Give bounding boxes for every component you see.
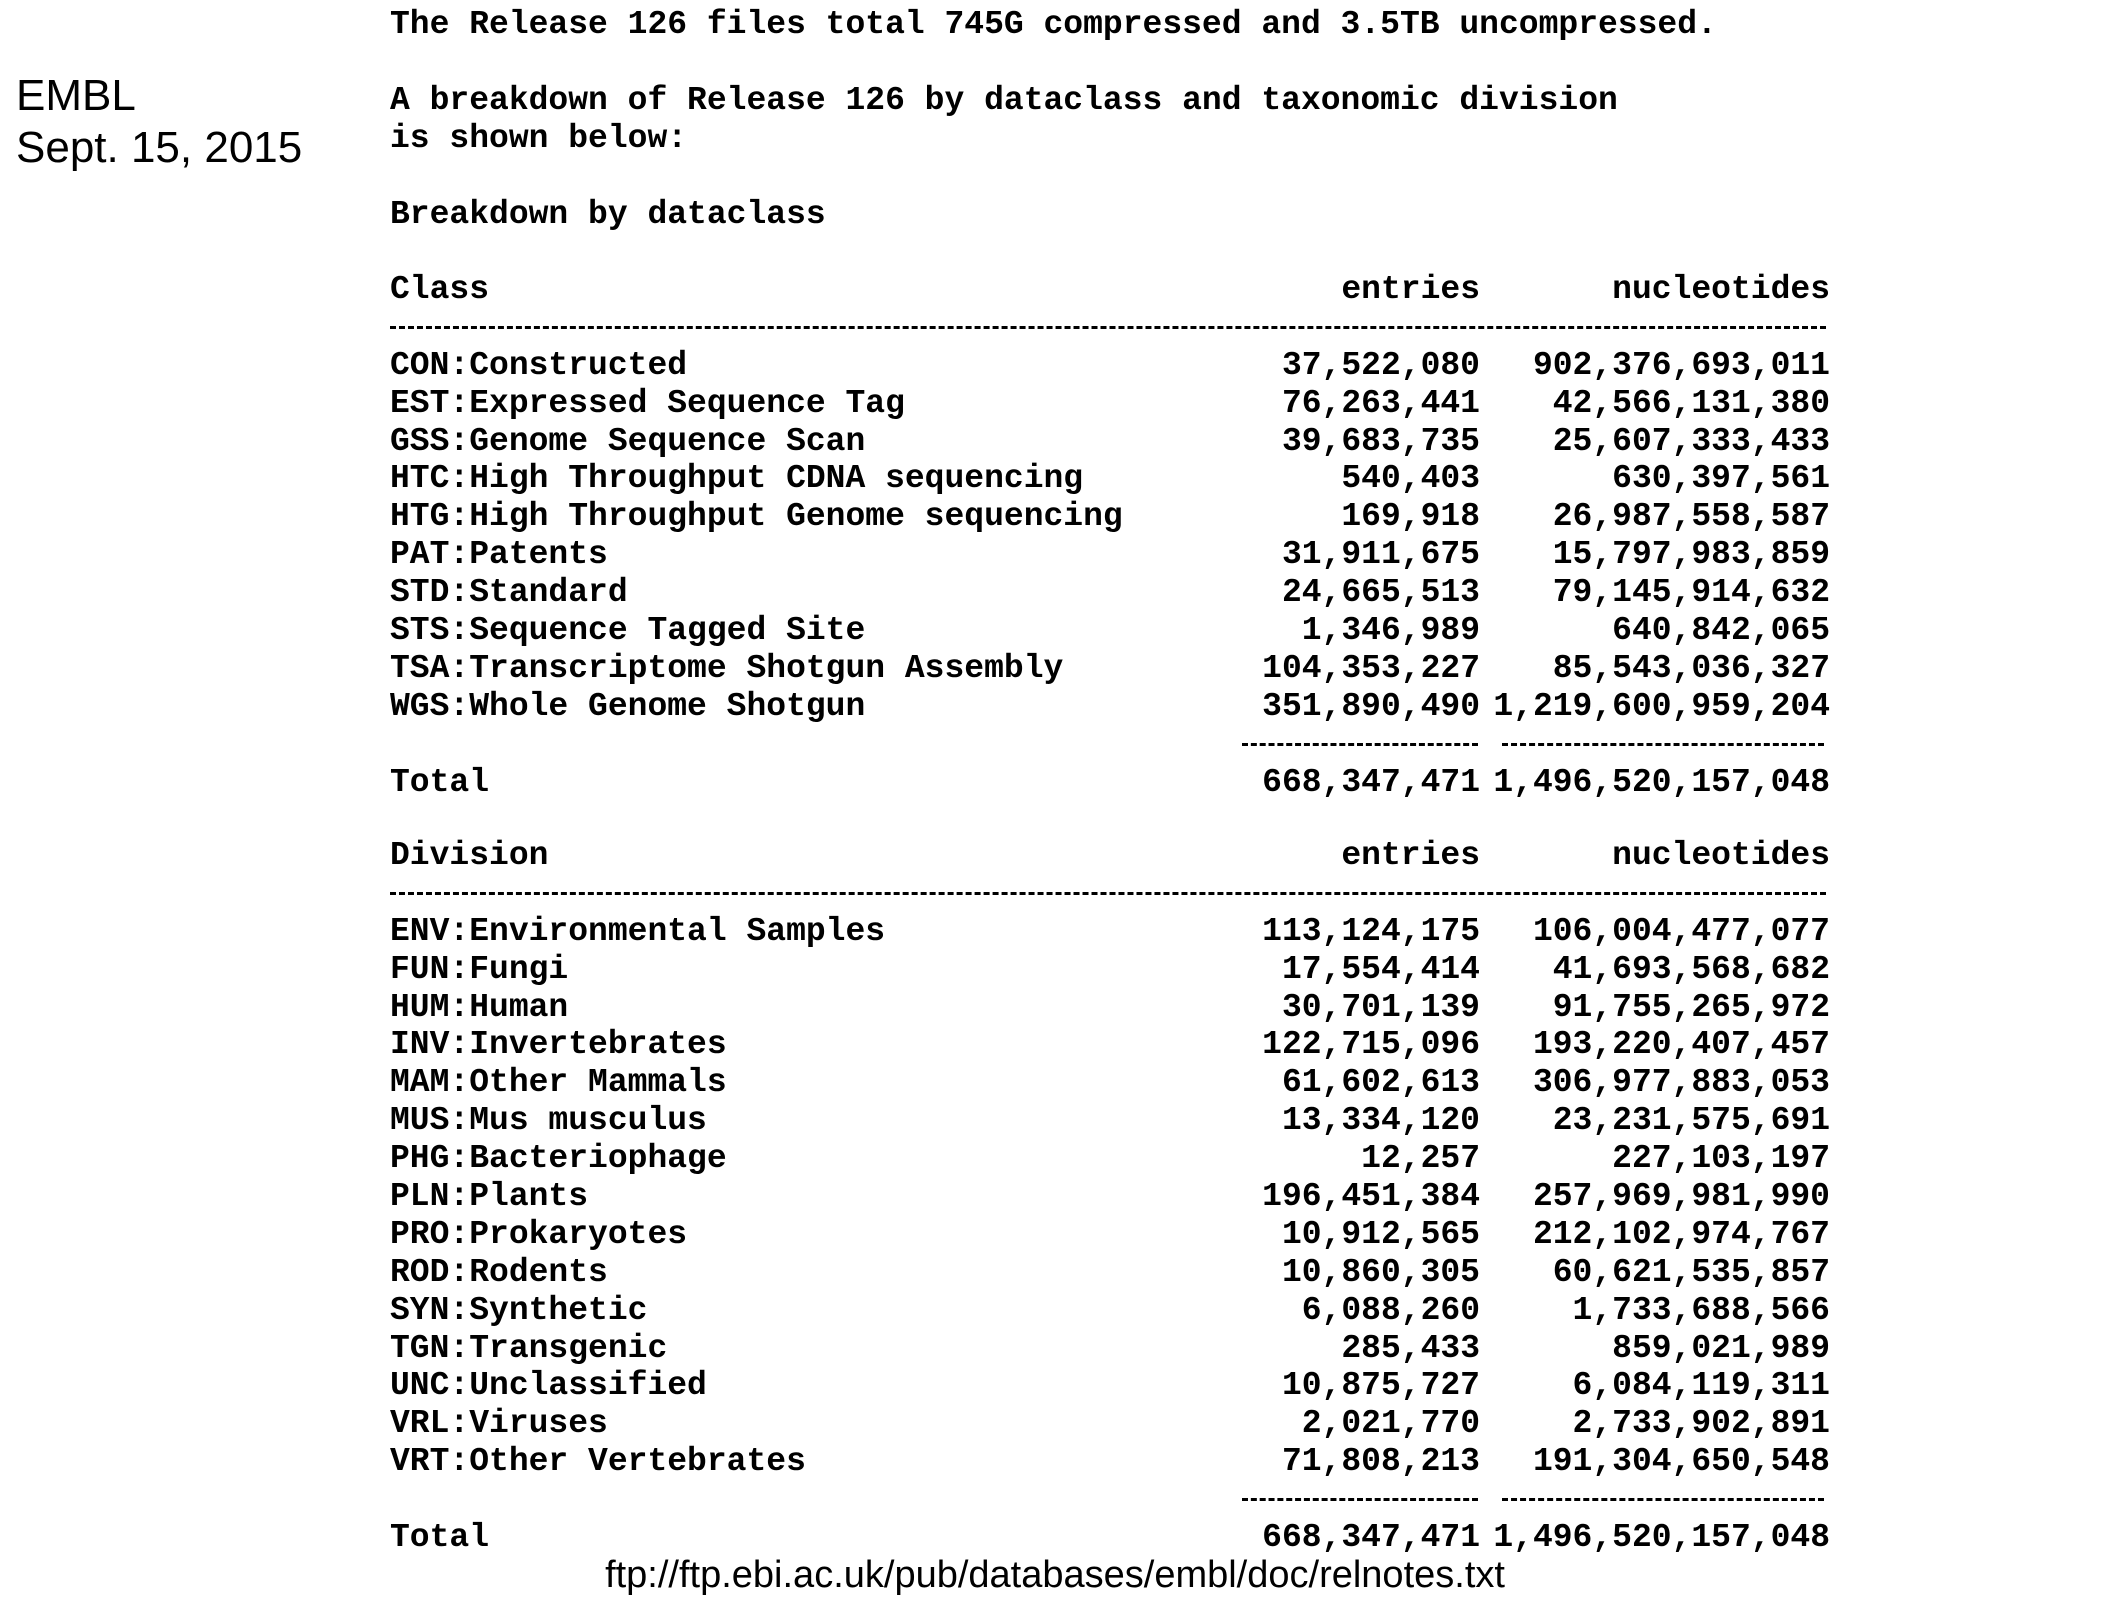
source-url: [0, 1554, 2126, 1597]
row-nucleotides: 106,004,477,077: [1532, 912, 1830, 950]
table-row: [390, 536, 2090, 574]
column-header-entries: entries: [1341, 271, 1480, 308]
row-nucleotides: 85,543,036,327: [1552, 649, 1830, 687]
total-row: [390, 1519, 2090, 1557]
row-nucleotides: 191,304,650,548: [1532, 1443, 1830, 1481]
table-row: [390, 460, 2090, 498]
row-label: STS:Sequence Tagged Site: [390, 612, 866, 650]
row-label: ROD:Rodents: [390, 1253, 608, 1291]
row-entries: 122,715,096: [1262, 1026, 1480, 1064]
row-nucleotides: 640,842,065: [1612, 612, 1830, 650]
total-label: Total: [390, 763, 490, 801]
total-nucleotides: 1,496,520,157,048: [1493, 1519, 1830, 1557]
row-entries: 169,918: [1341, 498, 1480, 536]
row-entries: 61,602,613: [1281, 1064, 1480, 1102]
table-row: [390, 951, 2090, 989]
row-label: PLN:Plants: [390, 1178, 589, 1216]
row-entries: 285,433: [1341, 1329, 1480, 1367]
table-row: [390, 650, 2090, 688]
row-label: VRL:Viruses: [390, 1405, 608, 1443]
row-nucleotides: 41,693,568,682: [1552, 950, 1830, 988]
dataclass-table: [390, 271, 2090, 801]
row-label: HTC:High Throughput CDNA sequencing: [390, 460, 1084, 498]
table-row: [390, 1102, 2090, 1140]
row-label: TSA:Transcriptome Shotgun Assembly: [390, 649, 1064, 687]
column-header-nucleotides: nucleotides: [1612, 271, 1830, 308]
row-nucleotides: 193,220,407,457: [1532, 1026, 1830, 1064]
row-label: UNC:Unclassified: [390, 1367, 707, 1405]
source-url-text: ftp://ftp.ebi.ac.uk/pub/databases/embl/doc/relnotes.txt: [605, 1554, 1505, 1596]
row-entries: 351,890,490: [1262, 687, 1480, 725]
table-row: [390, 1064, 2090, 1102]
row-entries: 6,088,260: [1301, 1291, 1480, 1329]
row-label: GSS:Genome Sequence Scan: [390, 422, 866, 460]
row-entries: 540,403: [1341, 460, 1480, 498]
row-label: PRO:Prokaryotes: [390, 1215, 688, 1253]
row-nucleotides: 212,102,974,767: [1532, 1215, 1830, 1253]
column-header-entries: entries: [1341, 837, 1480, 874]
breakdown-intro-line-2: is shown below:: [390, 120, 688, 157]
table-row: [390, 1292, 2090, 1330]
row-nucleotides: 902,376,693,011: [1532, 346, 1830, 384]
column-header-nucleotides: nucleotides: [1612, 837, 1830, 874]
row-nucleotides: 15,797,983,859: [1552, 536, 1830, 574]
column-header-division: Division: [390, 837, 549, 874]
row-entries: 76,263,441: [1281, 384, 1480, 422]
table-row: [390, 1254, 2090, 1292]
release-size-summary: The Release 126 files total 745G compressed and 3.5TB uncompressed.: [390, 6, 1717, 43]
row-nucleotides: 79,145,914,632: [1552, 574, 1830, 612]
table-row: [390, 1178, 2090, 1216]
row-entries: 10,860,305: [1281, 1253, 1480, 1291]
row-entries: 1,346,989: [1301, 612, 1480, 650]
breakdown-heading: Breakdown by dataclass: [390, 196, 826, 233]
total-entries: 668,347,471: [1262, 763, 1480, 801]
total-nucleotides: 1,496,520,157,048: [1493, 763, 1830, 801]
row-nucleotides: 6,084,119,311: [1572, 1367, 1830, 1405]
table-row: [390, 1026, 2090, 1064]
total-divider: [390, 1481, 2090, 1519]
table-header-row: [390, 837, 2090, 875]
row-label: PAT:Patents: [390, 536, 608, 574]
row-label: EST:Expressed Sequence Tag: [390, 384, 905, 422]
class-rows: [390, 347, 2090, 726]
header-divider: [390, 875, 2090, 913]
row-nucleotides: 25,607,333,433: [1552, 422, 1830, 460]
table-row: [390, 1367, 2090, 1405]
row-label: TGN:Transgenic: [390, 1329, 668, 1367]
row-nucleotides: 306,977,883,053: [1532, 1064, 1830, 1102]
table-row: [390, 688, 2090, 726]
row-label: FUN:Fungi: [390, 950, 569, 988]
total-row: [390, 764, 2090, 802]
row-nucleotides: 1,733,688,566: [1572, 1291, 1830, 1329]
row-entries: 12,257: [1361, 1140, 1480, 1178]
row-entries: 37,522,080: [1281, 346, 1480, 384]
row-nucleotides: 257,969,981,990: [1532, 1178, 1830, 1216]
row-entries: 196,451,384: [1262, 1178, 1480, 1216]
row-nucleotides: 2,733,902,891: [1572, 1405, 1830, 1443]
row-label: HUM:Human: [390, 988, 569, 1026]
organization-label: EMBL: [16, 71, 136, 120]
row-entries: 104,353,227: [1262, 649, 1480, 687]
table-row: [390, 1443, 2090, 1481]
row-entries: 71,808,213: [1281, 1443, 1480, 1481]
row-entries: 10,875,727: [1281, 1367, 1480, 1405]
table-row: [390, 1216, 2090, 1254]
row-label: ENV:Environmental Samples: [390, 912, 886, 950]
row-label: WGS:Whole Genome Shotgun: [390, 687, 866, 725]
total-divider: [390, 726, 2090, 764]
table-row: [390, 574, 2090, 612]
table-row: [390, 423, 2090, 461]
division-table: [390, 837, 2090, 1557]
table-row: [390, 498, 2090, 536]
table-row: [390, 989, 2090, 1027]
row-label: MAM:Other Mammals: [390, 1064, 727, 1102]
row-label: VRT:Other Vertebrates: [390, 1443, 806, 1481]
row-nucleotides: 42,566,131,380: [1552, 384, 1830, 422]
release-date-label: Sept. 15, 2015: [16, 123, 303, 172]
row-nucleotides: 1,219,600,959,204: [1493, 687, 1830, 725]
row-label: STD:Standard: [390, 574, 628, 612]
row-label: INV:Invertebrates: [390, 1026, 727, 1064]
table-row: [390, 385, 2090, 423]
row-nucleotides: 630,397,561: [1612, 460, 1830, 498]
row-entries: 24,665,513: [1281, 574, 1480, 612]
row-entries: 30,701,139: [1281, 988, 1480, 1026]
row-label: PHG:Bacteriophage: [390, 1140, 727, 1178]
table-header-row: [390, 271, 2090, 309]
table-row: [390, 913, 2090, 951]
row-entries: 2,021,770: [1301, 1405, 1480, 1443]
row-nucleotides: 859,021,989: [1612, 1329, 1830, 1367]
row-entries: 13,334,120: [1281, 1102, 1480, 1140]
row-entries: 113,124,175: [1262, 912, 1480, 950]
row-entries: 17,554,414: [1281, 950, 1480, 988]
row-entries: 10,912,565: [1281, 1215, 1480, 1253]
header-divider: [390, 309, 2090, 347]
breakdown-intro-line-1: A breakdown of Release 126 by dataclass and taxonomic division: [390, 82, 1618, 119]
row-nucleotides: 26,987,558,587: [1552, 498, 1830, 536]
row-label: SYN:Synthetic: [390, 1291, 648, 1329]
row-entries: 31,911,675: [1281, 536, 1480, 574]
column-header-class: Class: [390, 271, 490, 308]
row-entries: 39,683,735: [1281, 422, 1480, 460]
table-row: [390, 1405, 2090, 1443]
total-label: Total: [390, 1519, 490, 1557]
table-row: [390, 1140, 2090, 1178]
row-nucleotides: 227,103,197: [1612, 1140, 1830, 1178]
table-row: [390, 347, 2090, 385]
division-rows: [390, 913, 2090, 1481]
row-label: HTG:High Throughput Genome sequencing: [390, 498, 1123, 536]
row-nucleotides: 60,621,535,857: [1552, 1253, 1830, 1291]
row-label: CON:Constructed: [390, 346, 688, 384]
row-label: MUS:Mus musculus: [390, 1102, 707, 1140]
row-nucleotides: 23,231,575,691: [1552, 1102, 1830, 1140]
table-row: [390, 1330, 2090, 1368]
table-row: [390, 612, 2090, 650]
row-nucleotides: 91,755,265,972: [1552, 988, 1830, 1026]
total-entries: 668,347,471: [1262, 1519, 1480, 1557]
